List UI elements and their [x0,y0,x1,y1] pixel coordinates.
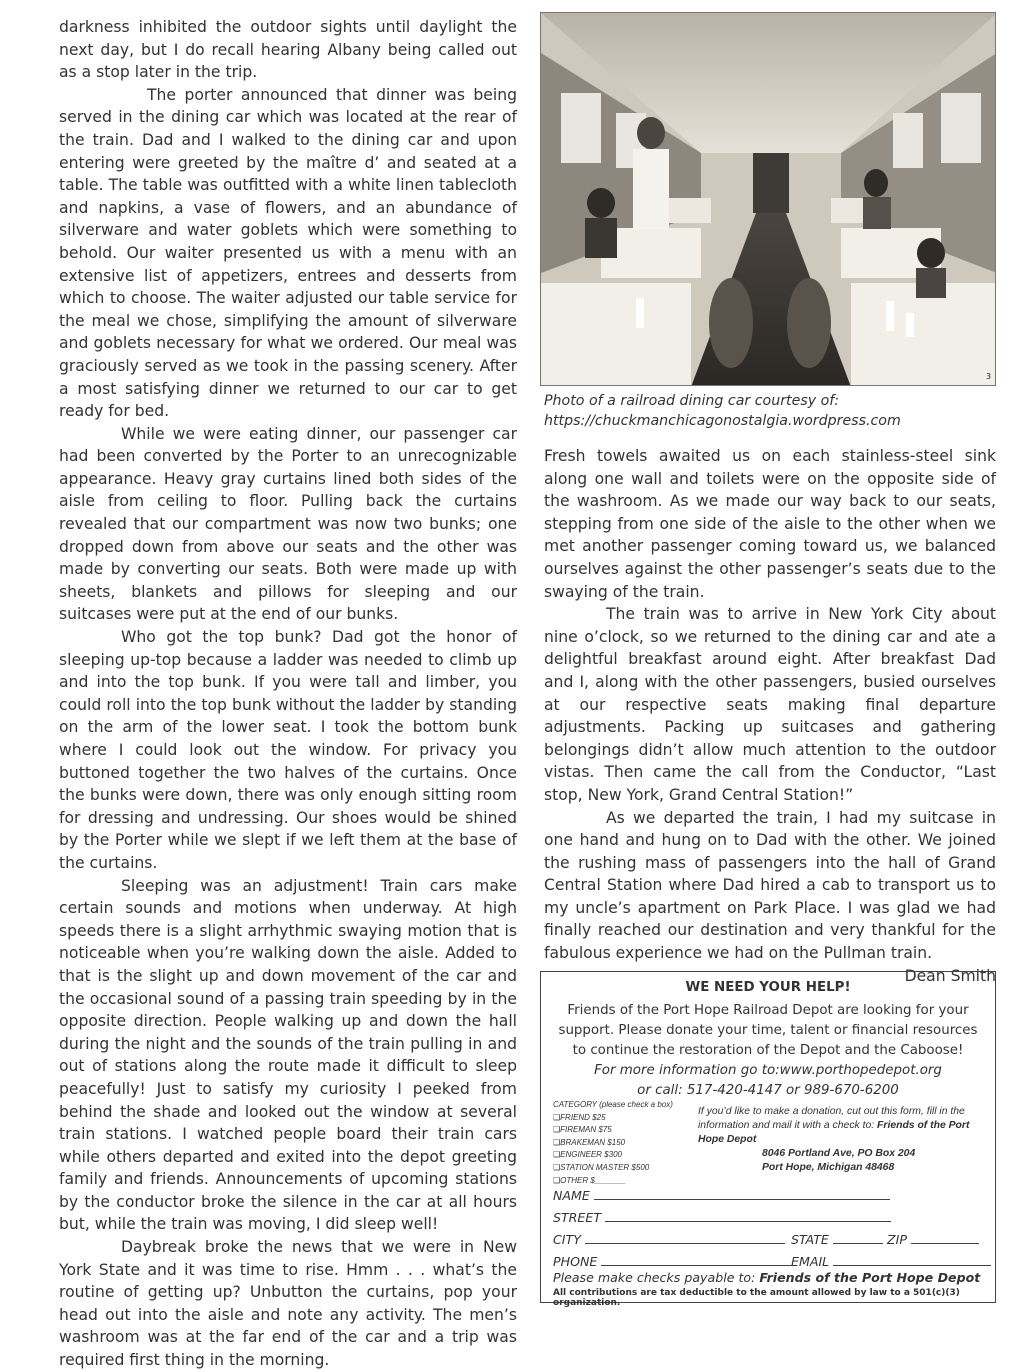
donation-body: Friends of the Port Hope Railroad Depot are looking for your support. Please donate your time, talent or financial resources to continue the restoration of the Depot and the Caboose! [558,1003,978,1058]
checks-payable-name: Friends of the Port Hope Depot [759,1270,981,1285]
dining-car-illustration [541,13,996,386]
category-option-station-master[interactable]: ❑ STATION MASTER $500 [553,1162,713,1175]
category-heading: CATEGORY (please check a box) [553,1100,673,1109]
article-paragraph: Sleeping was an adjustment! Train cars make certain sounds and motions when underway. At high speeds there is a slight arrhythmic swaying motion that is noticeable when you’re walking down the aisle. Added to that is the slight up and down movement of the car and the occasional sound of a passing train speeding by in the opposite direction. People walking up and down the hall during the night and the sounds of the train pulling in and out of stations along the route made it difficult to sleep peacefully! Just to satisfy my curiosity I peeked from behind the shade and looked out the window at several train stations. I watched people board their train cars while others departed and exited into the depot greeting family and friends. Announcements of upcoming stations by the conductor broke the silence in the car at all hours but, while the train was moving, I did sleep well! [59,876,517,1234]
category-option-friend[interactable]: ❑ FRIEND $25 [553,1112,713,1125]
street-label: STREET [553,1210,602,1225]
article-paragraph: The porter announced that dinner was being served in the dining car which was located at the rear of the train. Dad and I walked to the dining car and upon entering were greeted by the maître d’ and seated at a table. The table was outfitted with a white linen tablecloth and napkins, a vase of flowers, and an abundance of silverware and water goblets which were something to behold. Our waiter presented us with a menu with an extensive list of appetizers, entrees and desserts from which to choose. The waiter adjusted our table service for the meal we chose, simplifying the amount of silverware and goblets necessary for what we ordered. Our meal was graciously served as we took in the passing scenery. After a most satisfying dinner we returned to our car to get ready for bed. [59,85,517,421]
mail-city: Port Hope, Michigan 48468 [762,1162,895,1173]
mail-street: 8046 Portland Ave, PO Box 204 [762,1148,916,1159]
phone-label: PHONE [553,1254,598,1269]
more-info-website: For more information go to:www.porthopedepot.org [594,1063,942,1078]
article-paragraph: Who got the top bunk? Dad got the honor of sleeping up-top because a ladder was needed to climb up and into the top bunk. If you were tall and limber, you could roll into the top bunk without the ladder by standing on the arm of the lower seat. I took the bottom bunk where I could look out the window. For privacy you buttoned together the two halves of the curtains. Once the bunks were down, there was only enough sitting room for dressing and undressing. Our shoes would be shined by the Porter while we slept if we left them at the base of the curtains. [59,628,517,872]
phone-field[interactable] [553,1253,793,1269]
donation-form [540,971,996,1308]
donation-title: WE NEED YOUR HELP! [685,980,851,995]
article-left-column [59,16,517,1372]
instructions-text: If you’d like to make a donation, cut out this form, fill in the information and mail it with a check to: [698,1106,965,1131]
city-label: CITY [553,1232,581,1247]
article-paragraph: As we departed the train, I had my suitcase in one hand and hung on to Dad with the other. We joined the rushing mass of passengers into the hall of Grand Central Station where Dad hired a cab to transport us to my uncle’s apartment on Park Place. I was glad we had finally reached our destination and very thankful for the fabulous experience we had on the Pullman train. [544,808,996,963]
article-paragraph: Fresh towels awaited us on each stainless-steel sink along one wall and toilets were on the opposite side of the washroom. As we made our way back to our seats, stepping from one side of the aisle to the other when we met another passenger coming toward us, we balanced ourselves against the other passenger’s seats due to the swaying of the train. [544,447,996,601]
category-option-brakeman[interactable]: ❑ BRAKEMAN $150 [553,1137,713,1150]
state-label: STATE [791,1232,829,1247]
email-label: EMAIL [791,1254,830,1269]
category-option-engineer[interactable]: ❑ ENGINEER $300 [553,1149,713,1162]
state-field[interactable] [791,1231,883,1247]
mail-address [762,1147,990,1175]
street-field[interactable] [553,1209,891,1225]
category-option-other[interactable]: ❑ OTHER $_______ [553,1175,713,1188]
article-paragraph: Daybreak broke the news that we were in New York State and it was time to rise. Hmm . . . what’s the routine of getting up? Unbutton the curtains, pop your head out into the aisle and note any activity. The men’s washroom was at the far end of the car and a trip was required first thing in the morning. [59,1238,517,1370]
more-info-phone: or call: 517-420-4147 or 989-670-6200 [637,1083,899,1098]
svg-text:3: 3 [986,372,992,381]
tax-note: All contributions are tax deductible to the amount allowed by law to a 501(c)(3) organization. [553,1288,960,1308]
email-field[interactable] [791,1253,991,1269]
category-option-fireman[interactable]: ❑ FIREMAN $75 [553,1124,713,1137]
article-right-column [544,445,996,987]
checks-payable-note [553,1270,980,1285]
dining-car-photo [540,12,996,386]
mail-to-name: Friends of the Port Hope Depot [698,1120,970,1145]
author-signature: Dean Smith [904,966,996,985]
photo-caption: Photo of a railroad dining car courtesy of: https://chuckmanchicagonostalgia.wordpress.com [544,393,901,429]
mail-instructions [698,1105,990,1175]
city-field[interactable] [553,1231,785,1247]
article-paragraph: While we were eating dinner, our passenger car had been converted by the Porter to an unrecognizable appearance. Heavy gray curtains lined both sides of the aisle from ceiling to floor. Pulling back the curtains revealed that our compartment was now two bunks; one dropped down from above our seats and the other was made by converting our seats. Both were made up with sheets, blankets and pillows for sleeping and our suitcases were put at the end of our bunks. [59,424,517,624]
category-list [553,1099,713,1187]
checks-payable-prefix: Please make checks payable to: [553,1270,756,1285]
name-label: NAME [553,1188,590,1203]
article-paragraph: The train was to arrive in New York City about nine o’clock, so we returned to the dining car and ate a delightful breakfast around eight. After breakfast Dad and I, along with the other passengers, busied ourselves at our respective seats making final departure adjustments. Packing up suitcases and gathering belongings didn’t allow much attention to the outdoor vistas. Then came the call from the Conductor, “Last stop, New York, Grand Central Station!” [544,605,996,804]
name-field[interactable] [553,1187,890,1203]
more-info [541,1061,995,1101]
zip-field[interactable] [887,1231,979,1247]
article-paragraph: darkness inhibited the outdoor sights until daylight the next day, but I do recall hearing Albany being called out as a stop later in the trip. [59,18,517,82]
zip-label: ZIP [887,1232,907,1247]
